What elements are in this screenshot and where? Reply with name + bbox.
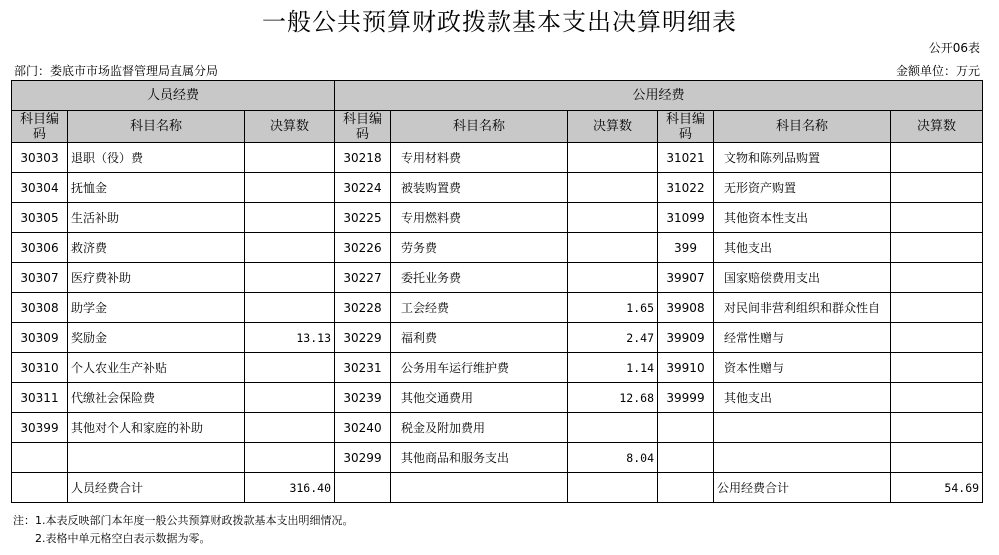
header-name: 科目名称 bbox=[68, 111, 245, 143]
name-cell: 劳务费 bbox=[391, 233, 568, 263]
name-cell: 工会经费 bbox=[391, 293, 568, 323]
code-cell: 30304 bbox=[12, 173, 68, 203]
form-number: 公开06表 bbox=[928, 41, 980, 55]
empty-cell bbox=[391, 473, 568, 503]
header-amount: 决算数 bbox=[891, 111, 983, 143]
empty-cell bbox=[658, 473, 714, 503]
code-cell bbox=[658, 413, 714, 443]
amount-cell bbox=[245, 173, 335, 203]
name-cell: 专用燃料费 bbox=[391, 203, 568, 233]
amount-cell: 12.68 bbox=[568, 383, 658, 413]
amount-cell: 13.13 bbox=[245, 323, 335, 353]
amount-cell bbox=[891, 443, 983, 473]
name-cell: 救济费 bbox=[68, 233, 245, 263]
amount-cell bbox=[891, 383, 983, 413]
empty-cell bbox=[568, 473, 658, 503]
code-cell: 39908 bbox=[658, 293, 714, 323]
code-cell bbox=[658, 443, 714, 473]
code-cell: 30305 bbox=[12, 203, 68, 233]
amount-cell bbox=[891, 173, 983, 203]
amount-cell bbox=[245, 293, 335, 323]
table-row bbox=[12, 323, 983, 353]
amount-cell bbox=[891, 263, 983, 293]
code-cell: 30399 bbox=[12, 413, 68, 443]
name-cell: 对民间非营利组织和群众性自 bbox=[714, 293, 891, 323]
code-cell: 30307 bbox=[12, 263, 68, 293]
amount-cell bbox=[568, 263, 658, 293]
empty-cell bbox=[335, 473, 391, 503]
amount-cell bbox=[245, 263, 335, 293]
name-cell: 税金及附加费用 bbox=[391, 413, 568, 443]
name-cell: 奖励金 bbox=[68, 323, 245, 353]
name-cell: 公务用车运行维护费 bbox=[391, 353, 568, 383]
group-personnel: 人员经费 bbox=[12, 81, 335, 111]
code-cell: 39910 bbox=[658, 353, 714, 383]
amount-cell: 1.14 bbox=[568, 353, 658, 383]
code-cell: 30308 bbox=[12, 293, 68, 323]
code-cell: 30226 bbox=[335, 233, 391, 263]
table-row bbox=[12, 293, 983, 323]
code-cell: 30239 bbox=[335, 383, 391, 413]
code-cell: 30309 bbox=[12, 323, 68, 353]
amount-cell bbox=[891, 323, 983, 353]
name-cell: 助学金 bbox=[68, 293, 245, 323]
table-row bbox=[12, 263, 983, 293]
name-cell: 其他商品和服务支出 bbox=[391, 443, 568, 473]
personnel-total-value: 316.40 bbox=[245, 473, 335, 503]
name-cell: 其他资本性支出 bbox=[714, 203, 891, 233]
totals-row bbox=[12, 473, 983, 503]
table-row bbox=[12, 233, 983, 263]
header-amount: 决算数 bbox=[568, 111, 658, 143]
amount-cell bbox=[891, 413, 983, 443]
code-cell bbox=[12, 443, 68, 473]
amount-cell bbox=[891, 293, 983, 323]
code-cell: 399 bbox=[658, 233, 714, 263]
name-cell: 其他对个人和家庭的补助 bbox=[68, 413, 245, 443]
column-header-row bbox=[12, 111, 983, 143]
code-cell: 30310 bbox=[12, 353, 68, 383]
name-cell: 文物和陈列品购置 bbox=[714, 143, 891, 173]
table-row bbox=[12, 203, 983, 233]
footnotes bbox=[13, 512, 354, 548]
header-amount: 决算数 bbox=[245, 111, 335, 143]
department-label: 部门：娄底市市场监督管理局直属分局 bbox=[14, 64, 219, 78]
name-cell: 经常性赠与 bbox=[714, 323, 891, 353]
amount-cell bbox=[568, 233, 658, 263]
code-cell: 30231 bbox=[335, 353, 391, 383]
name-cell bbox=[68, 443, 245, 473]
code-cell: 39999 bbox=[658, 383, 714, 413]
note-2: 2.表格中单元格空白表示数据为零。 bbox=[35, 532, 211, 545]
amount-cell: 8.04 bbox=[568, 443, 658, 473]
code-cell: 30229 bbox=[335, 323, 391, 353]
public-total-value: 54.69 bbox=[891, 473, 983, 503]
amount-cell bbox=[891, 353, 983, 383]
name-cell: 委托业务费 bbox=[391, 263, 568, 293]
code-cell: 30225 bbox=[335, 203, 391, 233]
name-cell: 抚恤金 bbox=[68, 173, 245, 203]
name-cell: 其他支出 bbox=[714, 383, 891, 413]
group-public: 公用经费 bbox=[335, 81, 983, 111]
amount-cell bbox=[245, 353, 335, 383]
name-cell: 国家赔偿费用支出 bbox=[714, 263, 891, 293]
amount-cell bbox=[891, 203, 983, 233]
code-cell: 31022 bbox=[658, 173, 714, 203]
code-cell: 30224 bbox=[335, 173, 391, 203]
code-cell: 30227 bbox=[335, 263, 391, 293]
name-cell: 专用材料费 bbox=[391, 143, 568, 173]
header-name: 科目名称 bbox=[391, 111, 568, 143]
code-cell: 30218 bbox=[335, 143, 391, 173]
name-cell bbox=[714, 443, 891, 473]
code-cell: 31099 bbox=[658, 203, 714, 233]
header-code: 科目编码 bbox=[658, 111, 714, 143]
amount-cell bbox=[891, 233, 983, 263]
table-row bbox=[12, 383, 983, 413]
header-name: 科目名称 bbox=[714, 111, 891, 143]
code-cell: 39909 bbox=[658, 323, 714, 353]
name-cell: 个人农业生产补贴 bbox=[68, 353, 245, 383]
table-row bbox=[12, 413, 983, 443]
header-code: 科目编码 bbox=[335, 111, 391, 143]
amount-cell bbox=[891, 143, 983, 173]
amount-cell bbox=[568, 173, 658, 203]
public-total-label: 公用经费合计 bbox=[714, 473, 891, 503]
name-cell: 无形资产购置 bbox=[714, 173, 891, 203]
note-1: 注：1.本表反映部门本年度一般公共预算财政拨款基本支出明细情况。 bbox=[13, 514, 354, 527]
name-cell: 资本性赠与 bbox=[714, 353, 891, 383]
amount-cell bbox=[568, 203, 658, 233]
name-cell: 其他支出 bbox=[714, 233, 891, 263]
amount-cell: 1.65 bbox=[568, 293, 658, 323]
empty-cell bbox=[12, 473, 68, 503]
page-title: 一般公共预算财政拨款基本支出决算明细表 bbox=[262, 8, 737, 36]
amount-cell bbox=[245, 443, 335, 473]
amount-cell bbox=[245, 233, 335, 263]
amount-cell bbox=[245, 383, 335, 413]
name-cell bbox=[714, 413, 891, 443]
group-header-row bbox=[12, 81, 983, 111]
amount-cell: 2.47 bbox=[568, 323, 658, 353]
amount-cell bbox=[568, 143, 658, 173]
amount-cell bbox=[245, 413, 335, 443]
table-row bbox=[12, 173, 983, 203]
name-cell: 福利费 bbox=[391, 323, 568, 353]
name-cell: 其他交通费用 bbox=[391, 383, 568, 413]
code-cell: 30306 bbox=[12, 233, 68, 263]
code-cell: 30311 bbox=[12, 383, 68, 413]
amount-unit-label: 金额单位：万元 bbox=[895, 64, 980, 78]
code-cell: 30228 bbox=[335, 293, 391, 323]
code-cell: 31021 bbox=[658, 143, 714, 173]
name-cell: 代缴社会保险费 bbox=[68, 383, 245, 413]
table-row bbox=[12, 143, 983, 173]
name-cell: 生活补助 bbox=[68, 203, 245, 233]
expenditure-table bbox=[11, 80, 983, 503]
table-row bbox=[12, 443, 983, 473]
amount-cell bbox=[568, 413, 658, 443]
code-cell: 30240 bbox=[335, 413, 391, 443]
header-code: 科目编码 bbox=[12, 111, 68, 143]
name-cell: 医疗费补助 bbox=[68, 263, 245, 293]
code-cell: 30303 bbox=[12, 143, 68, 173]
amount-cell bbox=[245, 143, 335, 173]
code-cell: 39907 bbox=[658, 263, 714, 293]
code-cell: 30299 bbox=[335, 443, 391, 473]
amount-cell bbox=[245, 203, 335, 233]
name-cell: 退职（役）费 bbox=[68, 143, 245, 173]
personnel-total-label: 人员经费合计 bbox=[68, 473, 245, 503]
name-cell: 被装购置费 bbox=[391, 173, 568, 203]
table-row bbox=[12, 353, 983, 383]
